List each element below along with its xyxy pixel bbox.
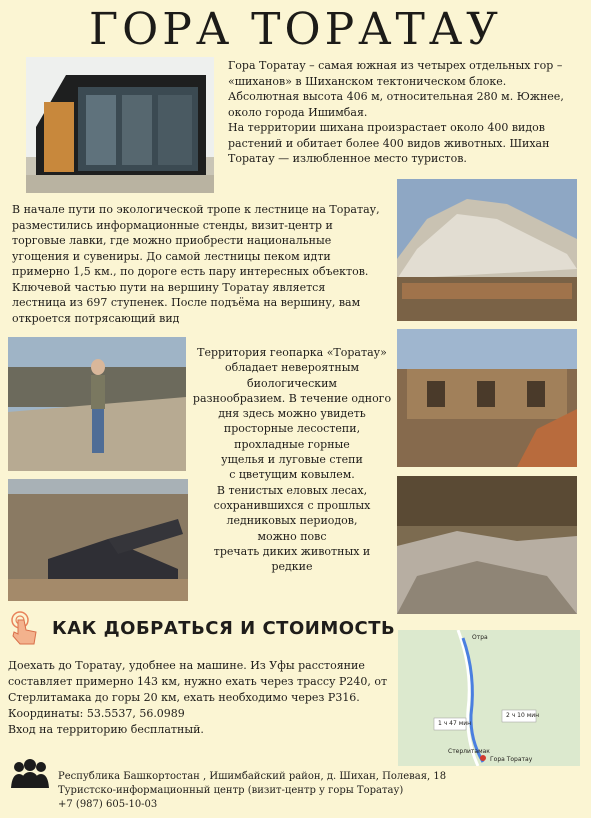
how-to-line: Координаты: 53.5537, 56.0989 [8,707,185,720]
route-map [398,630,580,766]
visitor-center-photo [26,57,214,193]
geopark-line: прохладные горные [234,437,350,451]
footer-center-name: Туристско-информационный центр (визит-центр у горы Торатау) [58,785,404,796]
geopark-line: тречать диких животных и редкие [213,544,371,574]
geopark-line: можно повс [257,529,327,543]
how-to-line: составляет примерно 143 км, нужно ехать через трассу Р240, от [8,675,388,688]
geopark-line: с цветущим ковылем. [229,468,355,482]
how-to-heading: КАК ДОБРАТЬСЯ И СТОИМОСТЬ [52,618,396,639]
geopark-text [192,345,392,574]
people-icon [10,758,50,788]
how-to-line: Стерлитамака до горы 20 км, ехать необходимо через Р316. [8,691,360,704]
geopark-line: разнообразием. В течение одного [192,391,392,405]
footer-phone: +7 (987) 605-10-03 [58,799,158,810]
map-label-time-2: 2 ч 10 мин [506,712,540,719]
how-to-text [8,658,398,738]
map-label-time-1: 1 ч 47 мин [438,720,472,727]
map-label-toratau: Гора Торатау [490,756,533,763]
map-label-sterlitamak: Стерлитамак [448,748,490,755]
map-label-otra: Отра [472,634,488,641]
geopark-line: ущелья и луговые степи [221,453,363,467]
geopark-line: Территория геопарка «Торатау» [197,346,387,359]
geopark-line: ледниковых периодов, [226,514,358,528]
trail-text: В начале пути по экологической тропе к лестнице на Торатау, разместились информационные стенды, визит-центр и торговые лавки, где можно приобрести национальные угощения и сувениры. До самой лестницы пеком идти примерно 1,5 км., по дороге есть пару интересных объектов. Ключевой частью пути на вершину Торатау является лестница из 697 ступенек. После подъёма на вершину, вам откроется потрясающий вид [12,203,380,325]
footer-contacts [58,770,578,812]
intro-text [228,58,570,167]
geopark-line: обладает невероятным [224,361,360,375]
rocks-photo [397,476,577,614]
geopark-line: В тенистых еловых лесах, [216,483,368,497]
intro-paragraph-1: Гора Торатау – самая южная из четырех отдельных гор – «шиханов» в Шиханском тектоническом блоке. Абсолютная высота 406 м, относительная 280 м. Южнее, около города Ишимбая. [228,59,564,119]
ruins-photo [397,329,577,467]
intro-paragraph-2: На территории шихана произрастает около 400 видов растений и обитает более 400 видов животных. Шихан Торатау — излюбленное место туристов. [228,121,550,165]
footer-address: Республика Башкортостан , Ишимбайский район, д. Шихан, Полевая, 18 [58,771,447,782]
geopark-line: просторные лесостепи, [223,422,361,436]
woman-photo [8,337,186,471]
stairs-photo [8,479,188,601]
geopark-line: сохранившихся с прошлых [213,498,371,512]
page-title: ГОРА ТОРАТАУ [89,4,502,55]
geopark-line: дня здесь можно увидеть [218,407,366,421]
geopark-line: биологическим [247,376,337,390]
hand-pointer-icon [6,610,42,646]
mountain-photo [397,179,577,321]
how-to-line: Доехать до Торатау, удобнее на машине. Из Уфы расстояние [8,659,365,672]
how-to-line: Вход на территорию бесплатный. [8,723,204,736]
